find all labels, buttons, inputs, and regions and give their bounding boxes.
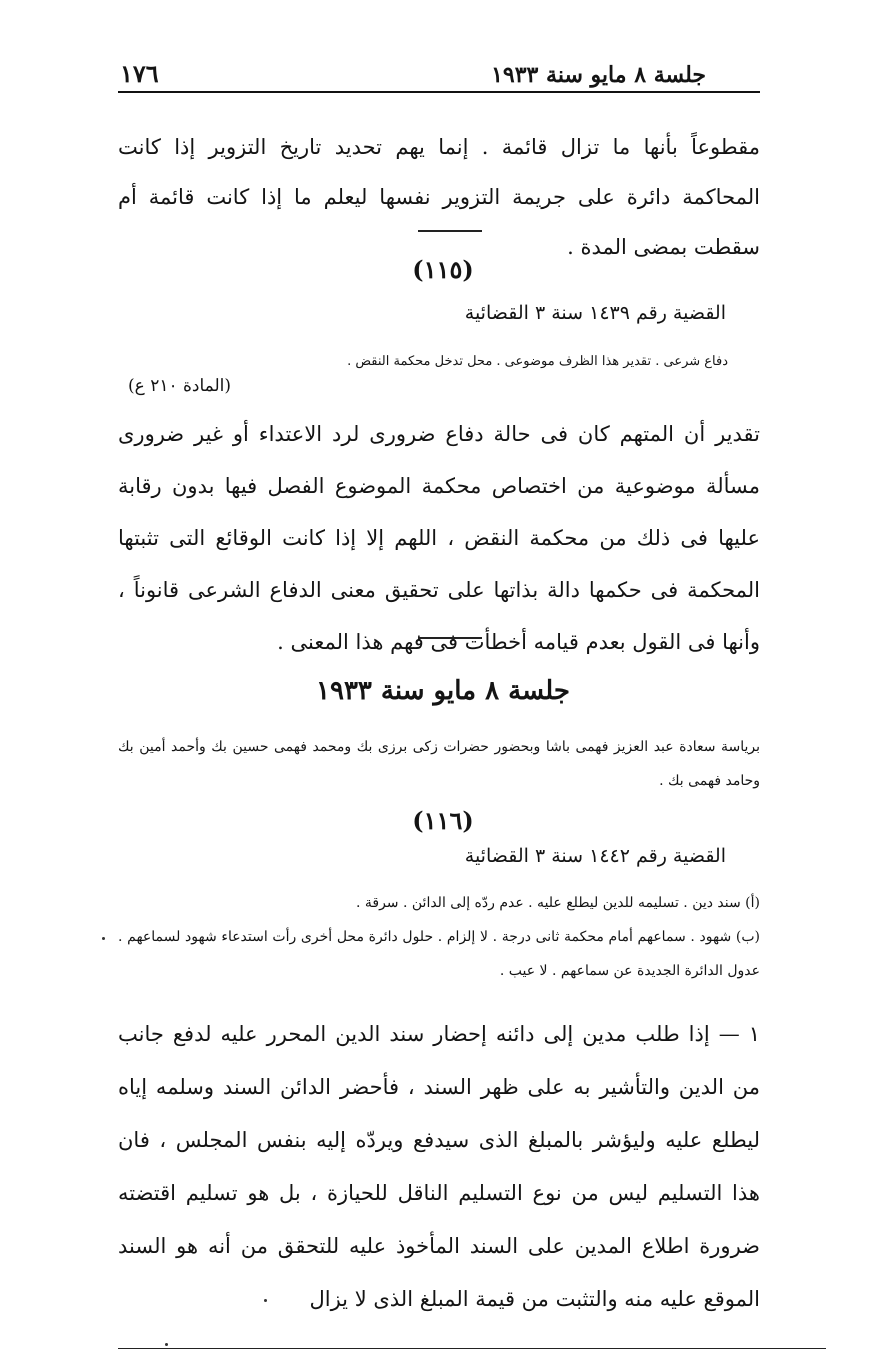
ruling-paragraph-116: ١ — إذا طلب مدين إلى دائنه إحضار سند الدين المحرر عليه لدفع جانب من الدين والتأشير به على ظهر السند ، فأحضر الدائن السند وسلمه إياه ليطلع عليه وليؤشر بالمبلغ الذى سيدفع ويردّه إليه بنفس المجلس ، فان هذا التسليم ليس من نوع التسليم الناقل للحيازة ، بل هو تسليم اقتضته ضرورة اطلاع المدين على السند المأخوذ عليه للتحقق من أنه هو السند الموقع عليه منه والتثبت من قيمة المبلغ الذى لا يزال	[118, 1022, 760, 1311]
case-reference-116: القضية رقم ١٤٤٢ سنة ٣ القضائية	[464, 845, 726, 867]
ruling-paragraph-115: تقدير أن المتهم كان فى حالة دفاع ضرورى لرد الاعتداء أو غير ضرورى مسألة موضوعية من اختصاص محكمة الموضوع الفصل فيها بدون رقابة عليها فى ذلك من محكمة النقض ، اللهم إلا إذا كانت الوقائع التى تثبتها المحكمة فى حكمها دالة بذاتها على تحقيق معنى الدفاع الشرعى قانوناً ، وأنها فى القول بعدم قيامه أخطأت فى فهم هذا المعنى .	[118, 422, 761, 654]
running-title: جلسة ٨ مايو سنة ١٩٣٣	[491, 62, 706, 88]
headnotes-116	[118, 886, 760, 988]
case-reference-115: القضية رقم ١٤٣٩ سنة ٣ القضائية	[464, 302, 726, 324]
presidency-line: برياسة سعادة عبد العزيز فهمى باشا وبحضور حضرات زكى برزى بك ومحمد فهمى حسين بك وأحمد أمين بك وحامد فهمى بك .	[118, 739, 760, 789]
page-number: ١٧٦	[120, 59, 159, 88]
header-rule	[118, 91, 760, 93]
case-number-115: (١١٥)	[412, 255, 474, 284]
print-speck	[165, 1343, 168, 1346]
footer-rule	[118, 1348, 826, 1349]
case-number-116: (١١٦)	[412, 806, 474, 835]
running-header	[120, 48, 766, 88]
print-speck	[264, 1299, 267, 1302]
intro-paragraph: مقطوعاً بأنها ما تزال قائمة . إنما يهم تحديد تاريخ التزوير إذا كانت المحاكمة دائرة على جريمة التزوير نفسها ليعلم ما إذا كانت قائمة أم سقطت بمضى المدة .	[118, 135, 760, 259]
section-divider	[418, 230, 482, 232]
headnote-115: دفاع شرعى . تقدير هذا الظرف موضوعى . محل تدخل محكمة النقض .	[347, 354, 728, 369]
print-speck	[102, 937, 105, 940]
headnote-b: (ب) شهود . سماعهم أمام محكمة ثانى درجة . لا إلزام . حلول دائرة محل أخرى رأت استدعاء شهود لسماعهم . عدول الدائرة الجديدة عن سماعهم . لا عيب .	[118, 929, 760, 979]
section-divider	[418, 637, 482, 639]
article-reference: (المادة ٢١٠ ع)	[128, 376, 232, 396]
session-title: جلسة ٨ مايو سنة ١٩٣٣	[316, 676, 570, 706]
headnote-a: (أ) سند دين . تسليمه للدين ليطلع عليه . عدم ردّه إلى الدائن . سرقة .	[355, 895, 760, 911]
